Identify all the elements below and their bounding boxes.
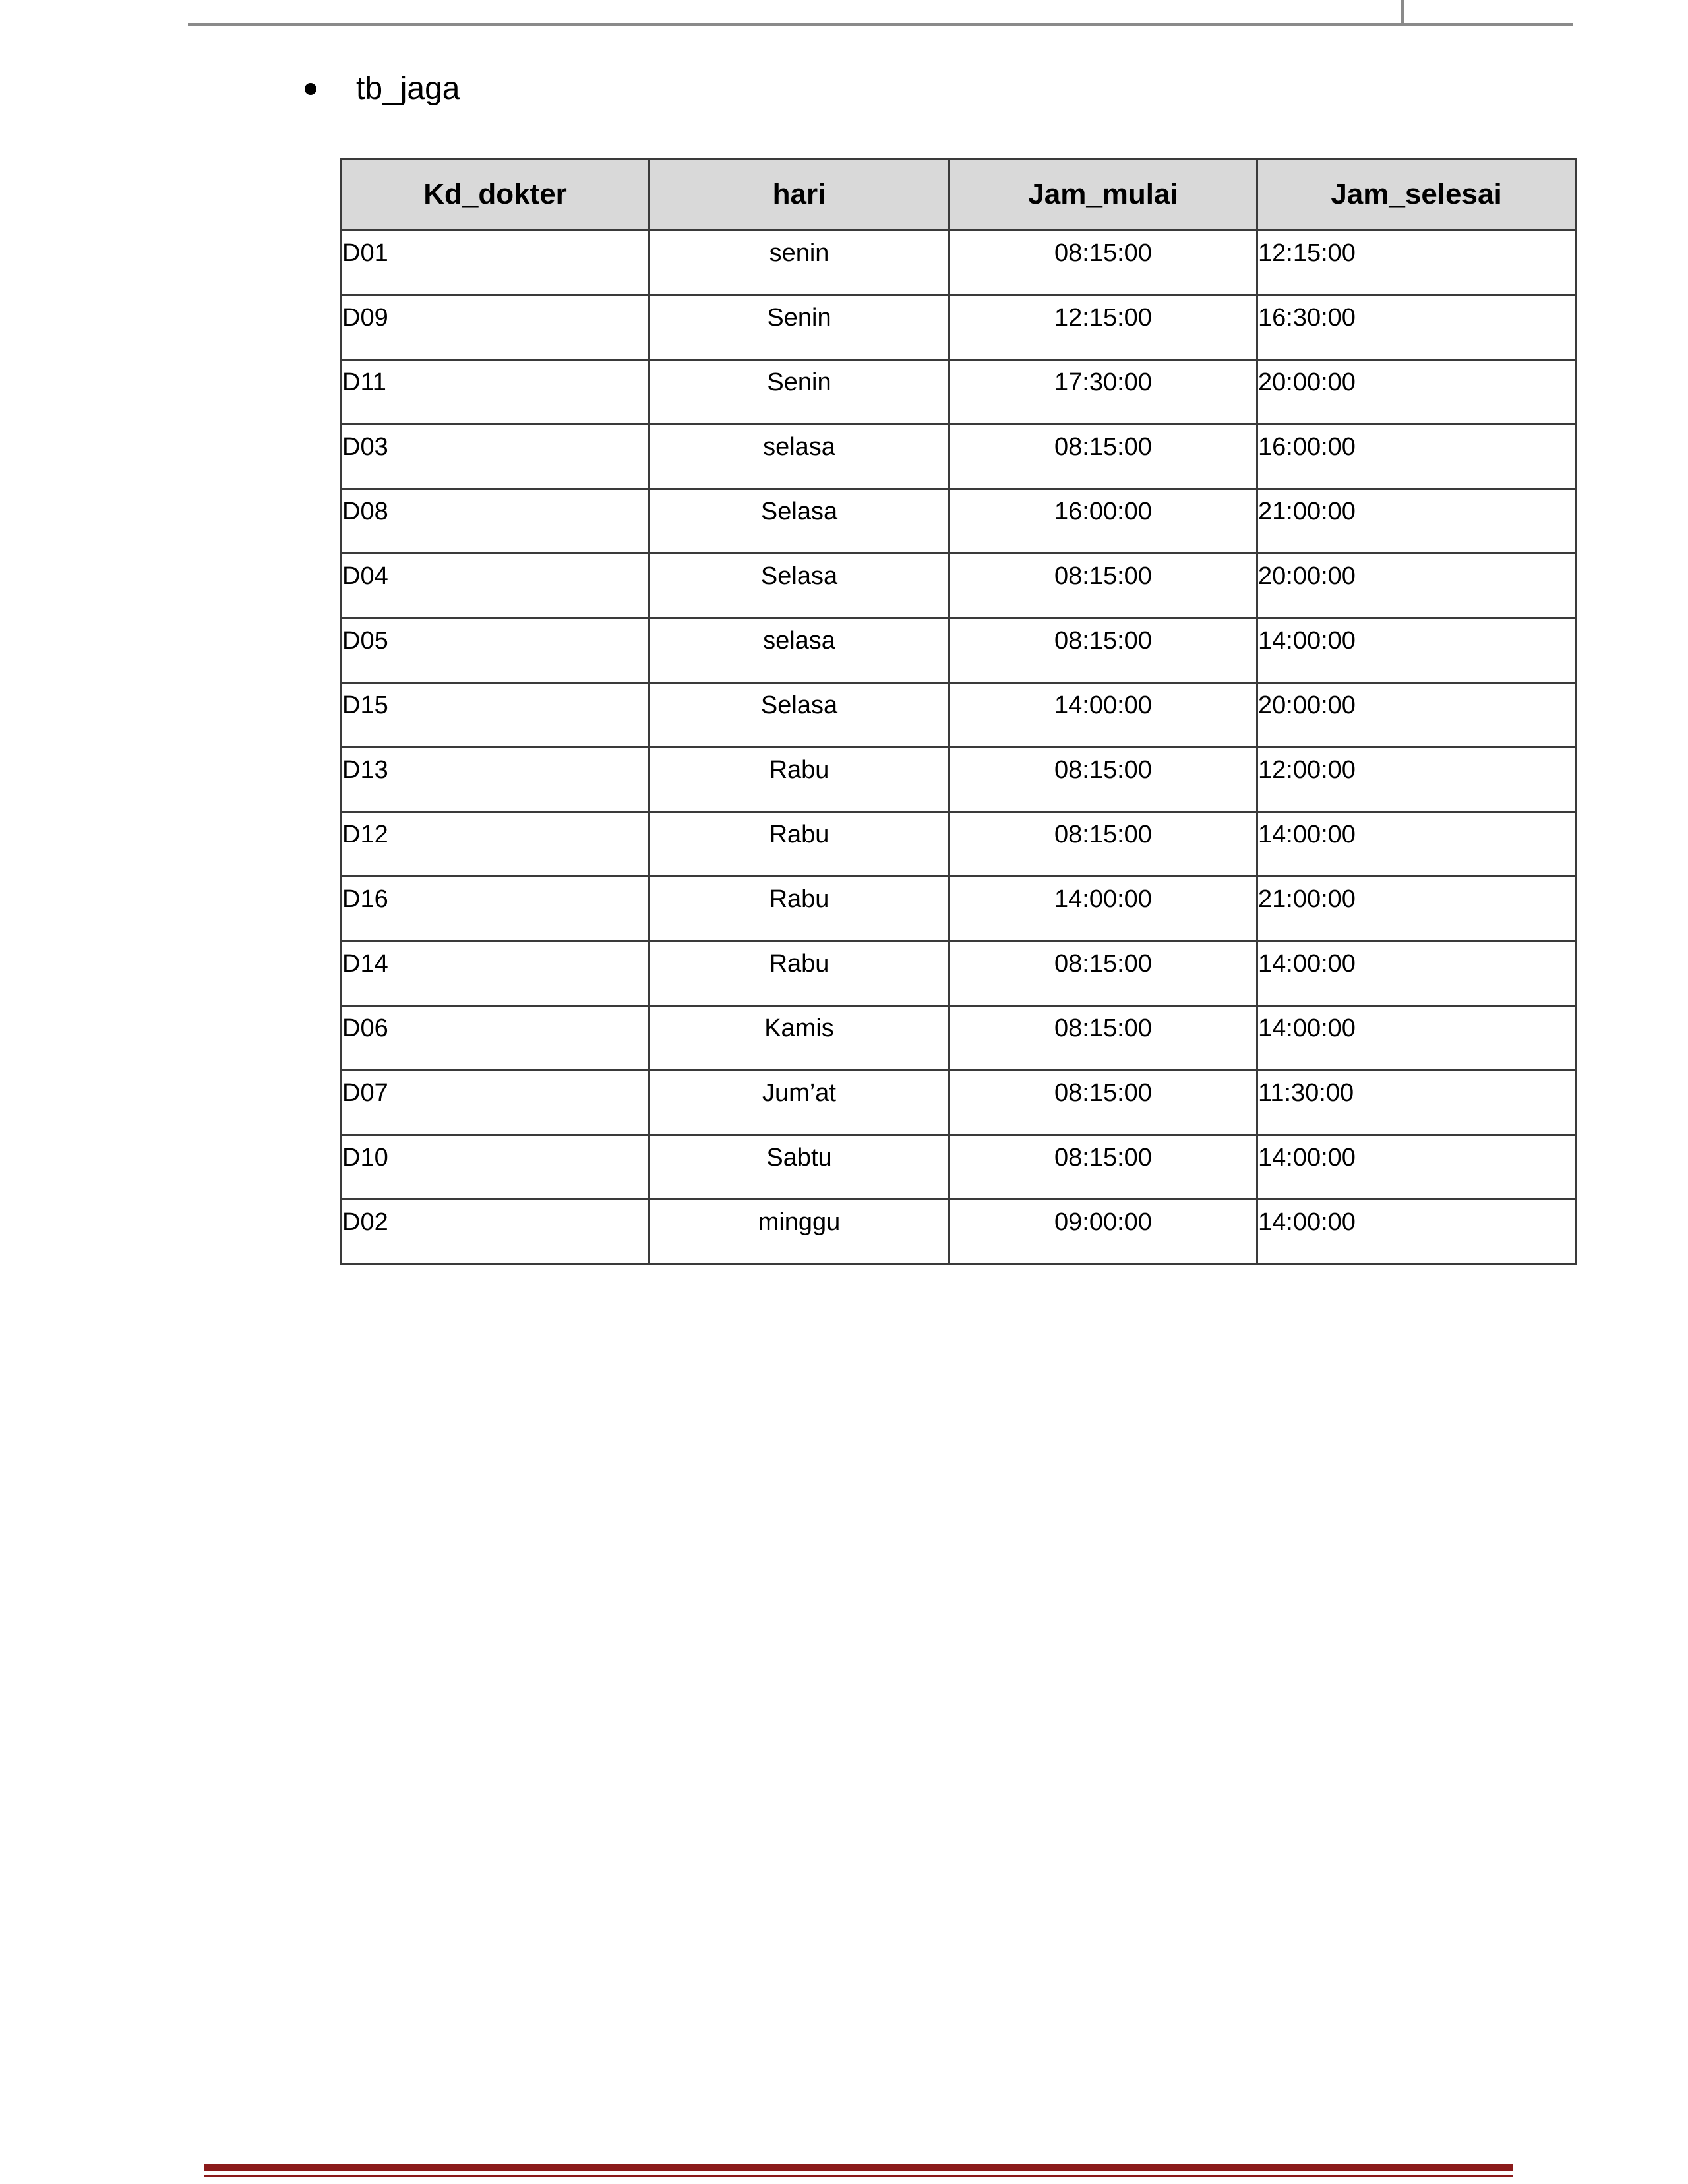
cell-kd-dokter: D10 bbox=[342, 1135, 649, 1200]
cell-jam-mulai: 09:00:00 bbox=[950, 1200, 1257, 1264]
cell-jam-mulai: 17:30:00 bbox=[950, 360, 1257, 425]
tb-jaga-table bbox=[340, 158, 1577, 1265]
footer-rule bbox=[204, 2164, 1513, 2171]
table-row bbox=[342, 812, 1576, 877]
table-row bbox=[342, 1071, 1576, 1135]
header-rule bbox=[188, 23, 1573, 26]
section-label: tb_jaga bbox=[356, 71, 460, 106]
cell-jam-selesai: 11:30:00 bbox=[1257, 1071, 1576, 1135]
cell-jam-mulai: 14:00:00 bbox=[950, 683, 1257, 748]
cell-jam-selesai: 14:00:00 bbox=[1257, 1006, 1576, 1071]
cell-hari: Kamis bbox=[649, 1006, 950, 1071]
cell-jam-selesai: 21:00:00 bbox=[1257, 489, 1576, 554]
cell-jam-mulai: 08:15:00 bbox=[950, 231, 1257, 295]
cell-hari: minggu bbox=[649, 1200, 950, 1264]
cell-hari: Rabu bbox=[649, 812, 950, 877]
cell-jam-mulai: 14:00:00 bbox=[950, 877, 1257, 941]
cell-kd-dokter: D16 bbox=[342, 877, 649, 941]
cell-hari: Rabu bbox=[649, 748, 950, 812]
cell-kd-dokter: D03 bbox=[342, 425, 649, 489]
cell-hari: selasa bbox=[649, 425, 950, 489]
cell-jam-mulai: 08:15:00 bbox=[950, 1071, 1257, 1135]
cell-hari: senin bbox=[649, 231, 950, 295]
cell-jam-mulai: 12:15:00 bbox=[950, 295, 1257, 360]
cell-jam-mulai: 08:15:00 bbox=[950, 941, 1257, 1006]
cell-jam-selesai: 20:00:00 bbox=[1257, 554, 1576, 618]
column-header-hari: hari bbox=[649, 159, 950, 231]
cell-jam-mulai: 08:15:00 bbox=[950, 618, 1257, 683]
table-row bbox=[342, 295, 1576, 360]
cell-kd-dokter: D01 bbox=[342, 231, 649, 295]
table-row bbox=[342, 683, 1576, 748]
cell-jam-mulai: 08:15:00 bbox=[950, 554, 1257, 618]
table-row bbox=[342, 618, 1576, 683]
cell-jam-selesai: 21:00:00 bbox=[1257, 877, 1576, 941]
cell-hari: selasa bbox=[649, 618, 950, 683]
cell-hari: Senin bbox=[649, 360, 950, 425]
cell-jam-mulai: 08:15:00 bbox=[950, 425, 1257, 489]
table-row bbox=[342, 425, 1576, 489]
section-bullet bbox=[305, 66, 460, 112]
cell-kd-dokter: D05 bbox=[342, 618, 649, 683]
cell-hari: Jum’at bbox=[649, 1071, 950, 1135]
cell-hari: Selasa bbox=[649, 683, 950, 748]
cell-jam-selesai: 16:00:00 bbox=[1257, 425, 1576, 489]
cell-hari: Rabu bbox=[649, 877, 950, 941]
cell-jam-selesai: 14:00:00 bbox=[1257, 1135, 1576, 1200]
cell-kd-dokter: D13 bbox=[342, 748, 649, 812]
cell-kd-dokter: D14 bbox=[342, 941, 649, 1006]
cell-jam-mulai: 08:15:00 bbox=[950, 748, 1257, 812]
table-row bbox=[342, 1135, 1576, 1200]
cell-jam-selesai: 14:00:00 bbox=[1257, 618, 1576, 683]
footer-rule-thin bbox=[204, 2175, 1513, 2177]
cell-jam-selesai: 12:00:00 bbox=[1257, 748, 1576, 812]
table-body bbox=[342, 231, 1576, 1264]
cell-hari: Selasa bbox=[649, 554, 950, 618]
cell-kd-dokter: D12 bbox=[342, 812, 649, 877]
table-row bbox=[342, 231, 1576, 295]
cell-jam-mulai: 08:15:00 bbox=[950, 812, 1257, 877]
header-rule-tick bbox=[1401, 0, 1404, 25]
cell-jam-selesai: 14:00:00 bbox=[1257, 1200, 1576, 1264]
table-header-row bbox=[342, 159, 1576, 231]
cell-jam-selesai: 16:30:00 bbox=[1257, 295, 1576, 360]
column-header-jam-mulai: Jam_mulai bbox=[950, 159, 1257, 231]
column-header-kd-dokter: Kd_dokter bbox=[342, 159, 649, 231]
cell-kd-dokter: D02 bbox=[342, 1200, 649, 1264]
cell-kd-dokter: D09 bbox=[342, 295, 649, 360]
bullet-icon bbox=[305, 83, 316, 95]
cell-jam-selesai: 14:00:00 bbox=[1257, 812, 1576, 877]
table-row bbox=[342, 1200, 1576, 1264]
cell-jam-mulai: 08:15:00 bbox=[950, 1135, 1257, 1200]
table-row bbox=[342, 360, 1576, 425]
cell-jam-selesai: 12:15:00 bbox=[1257, 231, 1576, 295]
table-row bbox=[342, 554, 1576, 618]
table-row bbox=[342, 941, 1576, 1006]
cell-kd-dokter: D11 bbox=[342, 360, 649, 425]
cell-kd-dokter: D08 bbox=[342, 489, 649, 554]
column-header-jam-selesai: Jam_selesai bbox=[1257, 159, 1576, 231]
cell-jam-selesai: 20:00:00 bbox=[1257, 360, 1576, 425]
cell-jam-selesai: 14:00:00 bbox=[1257, 941, 1576, 1006]
table-row bbox=[342, 1006, 1576, 1071]
table-row bbox=[342, 489, 1576, 554]
cell-jam-mulai: 08:15:00 bbox=[950, 1006, 1257, 1071]
cell-kd-dokter: D07 bbox=[342, 1071, 649, 1135]
cell-hari: Selasa bbox=[649, 489, 950, 554]
cell-kd-dokter: D15 bbox=[342, 683, 649, 748]
cell-jam-selesai: 20:00:00 bbox=[1257, 683, 1576, 748]
cell-jam-mulai: 16:00:00 bbox=[950, 489, 1257, 554]
cell-kd-dokter: D06 bbox=[342, 1006, 649, 1071]
table-row bbox=[342, 877, 1576, 941]
cell-kd-dokter: D04 bbox=[342, 554, 649, 618]
cell-hari: Rabu bbox=[649, 941, 950, 1006]
cell-hari: Sabtu bbox=[649, 1135, 950, 1200]
cell-hari: Senin bbox=[649, 295, 950, 360]
table-row bbox=[342, 748, 1576, 812]
